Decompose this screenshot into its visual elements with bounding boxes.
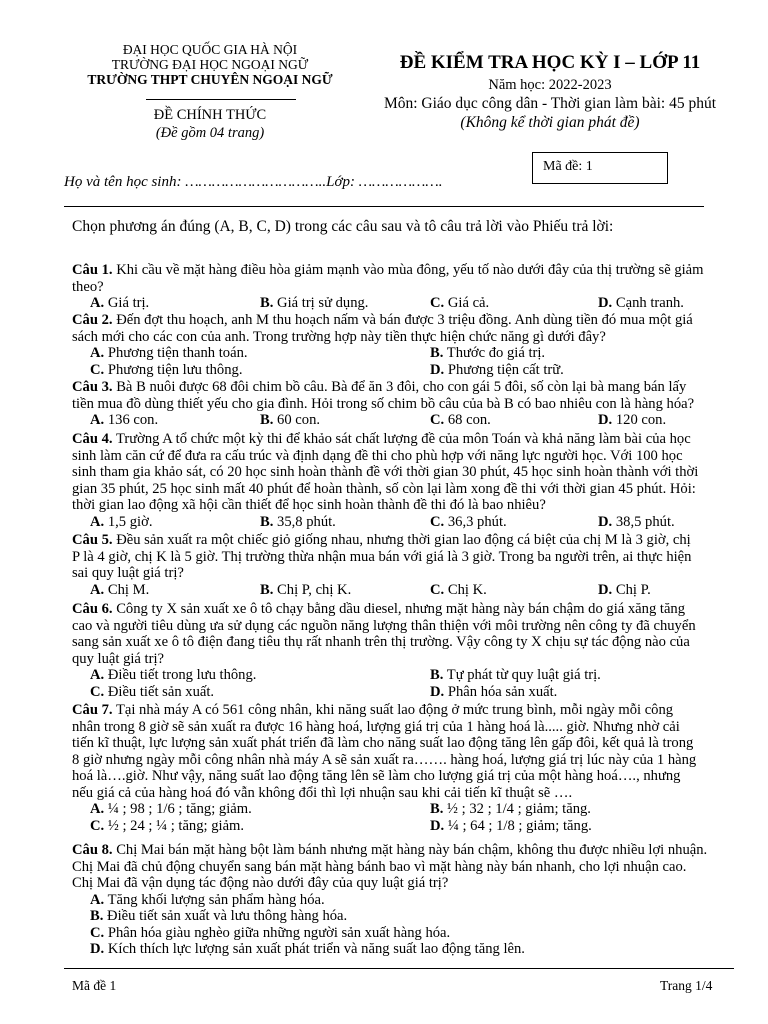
question-text: Đều sản xuất ra một chiếc giỏ giống nhau, nhưng thời gian lao động cá biệt của chị M là 3 giờ, chị [116,532,691,548]
question-text: Chị Mai đã chủ động chuyển sang bán mặt hàng bánh bao vì mặt hàng này bán nhanh, cho lợi nhuận cao. [72,858,687,875]
option-letter: B. [430,667,444,683]
answer-option-d[interactable] [598,295,684,312]
option-letter: B. [260,581,274,598]
question-text: tiến kĩ thuật, lực lượng sản xuất phát triển đã làm cho năng suất lao động tăng lên gấp đôi, kết quả là trong [72,735,694,751]
question-text-line [72,329,764,346]
question-text: Chị Mai đã vận dụng tác động nào dưới đây của quy luật giá trị? [72,875,449,891]
question-text-line [72,842,764,859]
answer-option-a[interactable] [90,667,256,684]
option-text: Giá trị. [107,295,150,311]
option-letter: B. [430,801,444,817]
option-text: Điều tiết sản xuất. [107,683,215,700]
option-text: Thước đo giá trị. [446,345,546,361]
question-text: gian 35 phút, 25 học sinh mất 40 phút để hoàn thành, số còn lại làm xong đề thi với thời gian 45 phút. Hỏi: [72,480,696,497]
college-name: TRƯỜNG ĐẠI HỌC NGOẠI NGỮ [111,57,309,72]
option-letter: A. [90,667,105,683]
option-text: 1,5 giờ. [107,513,153,530]
option-text: ¼ ; 98 ; 1/6 ; tăng; giảm. [107,801,252,817]
question-text-line [72,396,764,413]
option-letter: D. [430,817,445,834]
option-text: Điều tiết sản xuất và lưu thông hàng hóa. [107,908,348,924]
question-text-line [72,719,764,736]
answer-option-a[interactable] [90,412,158,429]
option-text: ¼ ; 64 ; 1/8 ; giảm; tăng. [447,817,592,834]
answer-option-c[interactable] [430,412,491,429]
option-letter: D. [598,513,613,530]
option-text: Điều tiết trong lưu thông. [107,667,257,683]
option-text: Phân hóa giàu nghèo giữa những người sản xuất hàng hóa. [107,924,451,941]
option-letter: B. [260,295,274,311]
option-letter: A. [90,891,105,908]
exam-code-box [532,152,668,184]
question-text-line [72,464,764,481]
question-text: Đến đợt thu hoạch, anh M thu hoạch nấm và bán được 3 triệu đồng. Anh dùng tiền đó mua một giá [116,312,693,328]
option-text: Chị M. [107,581,150,598]
option-text: Tự phát từ quy luật giá trị. [446,667,601,683]
question-number: Câu 2. [72,312,113,328]
answer-option-b[interactable] [430,345,545,362]
answer-option-b[interactable] [260,412,320,429]
answer-option-b[interactable] [430,667,601,684]
question-text-line [72,618,764,635]
option-letter: B. [260,513,274,530]
option-text: Tăng khối lượng sản phẩm hàng hóa. [107,891,325,908]
question-text: theo? [72,278,104,295]
question-text: sang sản xuất xe ô tô điện đang tiêu thụ rất nhanh trên thị trường. Vậy công ty X chịu sự tác động nào của [72,634,690,650]
answer-option-a[interactable] [90,582,149,599]
option-text: ½ ; 32 ; 1/4 ; giảm; tăng. [447,801,591,817]
option-letter: B. [430,345,444,361]
exam-code: Mã đề: 1 [543,159,593,174]
question-text: cao và người tiêu dùng ưa sử dụng các nguồn năng lượng thân thiện với môi trường nên công ty đã chuyển [72,617,696,634]
option-letter: A. [90,412,105,428]
question-number: Câu 7. [72,702,113,718]
option-text: 68 con. [447,412,491,428]
question-text-line [72,634,764,651]
question-text: Khi cầu về mặt hàng điều hòa giảm mạnh vào mùa đông, yếu tố nào dưới đây của thị trường sẽ giảm [116,262,704,278]
subject-line: Môn: Giáo dục công dân - Thời gian làm bài: 45 phút [383,95,717,112]
option-letter: D. [430,683,445,700]
option-letter: C. [90,361,105,378]
answer-option-b[interactable] [430,801,591,818]
question-text-line [72,448,764,465]
answer-option-d[interactable] [598,514,675,531]
answer-option-d[interactable] [598,582,651,599]
option-letter: A. [90,581,105,598]
option-letter: A. [90,295,105,311]
question-text-line [72,752,764,769]
answer-option-c[interactable] [90,362,242,379]
question-number: Câu 4. [72,431,113,447]
question-text: P là 4 giờ, chị K là 5 giờ. Thị trường thừa nhận mua bán với giá là 3 giờ. Trong ba người trên, ai thực hiện [72,548,692,565]
footer-page-number: Trang 1/4 [660,978,713,993]
option-letter: C. [90,817,105,834]
school-year: Năm học: 2022-2023 [488,77,612,93]
option-text: Chị P, chị K. [277,581,352,598]
option-text: Giá trị sử dụng. [277,295,369,311]
question-text: Bà B nuôi được 68 đôi chim bồ câu. Bà để ăn 3 đôi, cho con gái 5 đôi, số còn lại bà mang bán lấy [116,379,687,395]
answer-option-c[interactable] [430,514,507,531]
time-note: (Không kể thời gian phát đề) [460,114,640,131]
option-letter: C. [430,412,445,428]
answer-option-b[interactable] [260,295,368,312]
answer-option-a[interactable] [90,345,248,362]
question-text-line [72,312,764,329]
header-divider [146,99,296,100]
option-text: Cạnh tranh. [615,295,684,311]
school-header [60,42,360,87]
option-letter: A. [90,345,105,361]
question-text-line [72,735,764,752]
exam-title: ĐỀ KIỂM TRA HỌC KỲ I – LỚP 11 [399,52,701,73]
question-text-line [72,549,764,566]
option-letter: D. [90,941,105,957]
answer-option-a[interactable] [90,892,325,909]
question-text: sinh làm căn cứ để đưa ra cấu trúc và định dạng đề thi cho phù hợp với năng lực người học. Với 100 học [72,447,683,464]
option-text: Phương tiện lưu thông. [107,361,243,378]
question-text-line [72,279,764,296]
question-text: hoá là….giờ. Như vậy, năng suất lao động tăng lên sẽ làm cho lượng giá trị của một hàng hoá…., nhưng [72,768,681,784]
option-letter: D. [598,412,613,428]
option-letter: C. [430,513,445,530]
question-text-line [72,481,764,498]
question-text: sinh tham gia khảo sát, có 20 học sinh hoàn thành đề với thời gian 30 phút, 45 học sinh hoàn thành với thời [72,464,699,480]
question-text: Chị Mai bán mặt hàng bột làm bánh nhưng mặt hàng này bán chậm, không thu được nhiều lợi nhuận. [116,842,708,858]
question-text-line [72,702,764,719]
university-name: ĐẠI HỌC QUỐC GIA HÀ NỘI [122,42,298,57]
question-text-line [72,601,764,618]
answer-option-d[interactable] [430,818,592,835]
option-text: Phương tiện thanh toán. [107,345,248,361]
option-letter: C. [90,683,105,700]
option-letter: D. [430,361,445,378]
option-text: 38,5 phút. [615,513,675,530]
option-text: Phân hóa sản xuất. [447,683,558,700]
question-text-line [72,431,764,448]
option-text: Giá cả. [447,295,490,311]
option-letter: C. [430,295,445,311]
question-text: sách mới cho các con của anh. Trong trường hợp này tiền thực hiện chức năng gì dưới đây? [72,328,606,345]
answer-option-b[interactable] [90,908,347,925]
option-letter: C. [430,581,445,598]
question-text: quy luật giá trị? [72,650,164,667]
option-text: 36,3 phút. [447,513,507,530]
question-text-line [72,379,764,396]
answer-option-b[interactable] [260,514,336,531]
option-letter: D. [598,295,613,311]
answer-option-a[interactable] [90,514,152,531]
option-letter: B. [90,908,104,924]
question-text-line [72,768,764,785]
answer-option-d[interactable] [430,362,564,379]
question-text: Trường A tổ chức một kỳ thi để khảo sát chất lượng đề của môn Toán và khả năng làm bài của học [115,431,691,447]
option-letter: A. [90,513,105,530]
question-text: sai quy luật giá trị? [72,565,184,581]
option-text: Phương tiện cất trữ. [447,361,564,378]
question-number: Câu 8. [72,842,113,858]
option-text: 136 con. [107,412,159,428]
answer-option-c[interactable] [430,582,487,599]
question-number: Câu 3. [72,379,113,395]
answer-option-b[interactable] [260,582,351,599]
option-letter: D. [598,581,613,598]
question-text: tiền mua đồ dùng thiết yếu cho gia đình. Hỏi trong số chim bồ câu của bà B có bao nhiêu con là hàng hóa? [72,395,695,412]
option-letter: A. [90,801,105,817]
official-label: ĐỀ CHÍNH THỨC [153,107,267,123]
option-text: 120 con. [615,412,667,428]
footer-exam-code: Mã đề 1 [72,978,117,993]
question-text-line [72,651,764,668]
question-text-line [72,785,764,802]
question-text-line [72,565,764,582]
option-text: ½ ; 24 ; ¼ ; tăng; giảm. [107,817,245,834]
question-number: Câu 1. [72,262,113,278]
answer-option-c[interactable] [90,684,214,701]
option-letter: B. [260,412,274,428]
question-text-line [72,532,764,549]
answer-option-c[interactable] [90,818,244,835]
question-text-line [72,262,764,279]
instruction: Chọn phương án đúng (A, B, C, D) trong các câu sau và tô câu trả lời vào Phiếu trả lời: [72,218,614,235]
student-info-line: Họ và tên học sinh: …………………………..Lớp: ………………. [64,174,443,190]
answer-option-d[interactable] [598,412,666,429]
question-text-line [72,859,764,876]
option-text: Chị K. [447,581,487,598]
question-number: Câu 5. [72,532,113,548]
question-text: Công ty X sản xuất xe ô tô chạy bằng dầu diesel, nhưng mặt hàng này bán chậm do giá xăng tăng [116,601,686,617]
option-text: 60 con. [277,412,321,428]
question-text-line [72,497,764,514]
question-text: Tại nhà máy A có 561 công nhân, khi năng suất lao động ở mức trung bình, mỗi ngày mỗi công [115,702,674,718]
answer-option-c[interactable] [430,295,489,312]
question-text: nếu giá cả của hàng hoá đó vẫn không đổi thì lợi nhuận sau khi cải tiến kĩ thuật sẽ …. [72,784,573,801]
option-letter: C. [90,924,105,941]
question-text: thời gian lao động xã hội cần thiết để học sinh hoàn thành đề thi đó là bao nhiêu? [72,497,546,513]
answer-option-c[interactable] [90,925,450,942]
header-bottom-rule [64,206,704,207]
answer-option-a[interactable] [90,295,149,312]
question-text-line [72,875,764,892]
footer-rule [64,968,734,969]
answer-option-d[interactable] [90,941,525,958]
school-name: TRƯỜNG THPT CHUYÊN NGOẠI NGỮ [87,72,333,87]
option-text: Chị P. [615,581,651,598]
option-text: 35,8 phút. [277,513,336,530]
question-number: Câu 6. [72,601,113,617]
answer-option-d[interactable] [430,684,557,701]
question-text: nhân trong 8 giờ sẽ sản xuất ra được 16 hàng hoá, lượng giá trị của 1 hàng hoá là..... giờ. Nhưng nhờ cải [72,718,680,735]
pages-note: (Đề gồm 04 trang) [155,125,265,141]
option-text: Kích thích lực lượng sản xuất phát triển và năng suất lao động tăng lên. [107,941,525,957]
answer-option-a[interactable] [90,801,252,818]
question-text: 8 giờ nhưng ngày mỗi công nhân nhà máy A sẽ sản xuất ra……. hàng hoá, lượng giá trị lúc này của 1 hàng [72,751,697,768]
